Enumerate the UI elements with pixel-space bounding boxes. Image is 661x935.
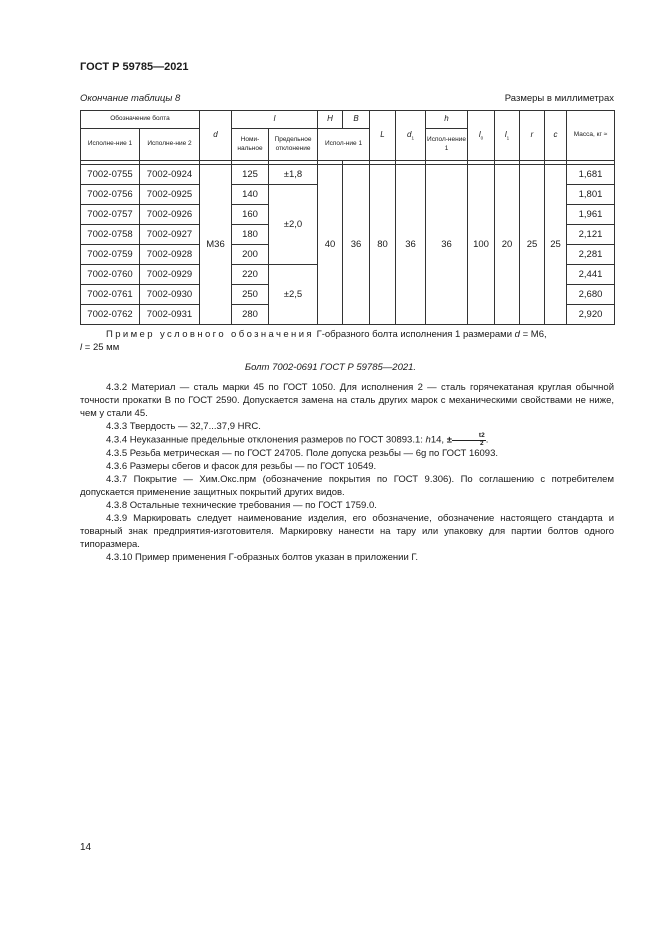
- paragraph-4-3-5: 4.3.5 Резьба метрическая — по ГОСТ 24705. Поле допуска резьбы — 6g по ГОСТ 16093.: [106, 448, 499, 459]
- col-d1: $d_1$: [396, 111, 426, 161]
- col-L: L: [370, 111, 396, 161]
- merged-deviation-3: ±2,5: [269, 265, 318, 325]
- merged-l0: 100: [468, 165, 495, 325]
- col-HB-variant: Испол-ние 1: [318, 129, 370, 161]
- merged-l1: 20: [495, 165, 520, 325]
- table-row: 7002-0755 7002-0924 M36 125 ±1,8 40 36 80 36 36 100 20 25 25 1,681: [81, 165, 615, 185]
- paragraph-4-3-7: 4.3.7 Покрытие — Хим.Окс.прм (обозначение покрытия по ГОСТ 9.306). По соглашению с потребителем допускается применение защитных покрытий других видов.: [80, 474, 614, 498]
- units-note: Размеры в миллиметрах: [504, 93, 614, 104]
- col-designation: Обозначение болта: [81, 111, 200, 129]
- col-l-deviation: Предельное отклонение: [269, 129, 318, 161]
- table-row: 7002-0762 7002-0931 280 2,920: [81, 305, 615, 325]
- requirements-section: [80, 381, 614, 564]
- merged-L: 80: [370, 165, 396, 325]
- merged-H: 40: [318, 165, 343, 325]
- col-mass: Масса, кг ≈: [567, 111, 615, 161]
- table-caption: Окончание таблицы 8: [80, 93, 181, 104]
- merged-B: 36: [343, 165, 370, 325]
- paragraph-4-3-3: 4.3.3 Твердость — 32,7...37,9 HRC.: [106, 421, 261, 432]
- table-row: 7002-0759 7002-0928 200 2,281: [81, 245, 615, 265]
- col-B: B: [343, 111, 370, 129]
- paragraph-4-3-9: 4.3.9 Маркировать следует наименование изделия, его обозначение, обозначение настоящего стандарта и товарный знак предприятия-изготовителя. Маркировку нанести на тару или упаковку для партии болтов одного типоразмера.: [80, 513, 614, 550]
- tolerance-fraction: $\frac{t2}{2}$: [452, 433, 486, 447]
- example-designation: Болт 7002-0691 ГОСТ Р 59785—2021.: [244, 362, 417, 373]
- paragraph-4-3-2: 4.3.2 Материал — сталь марки 45 по ГОСТ 1050. Для исполнения 2 — сталь горячекатаная круглая обычной точности прокатки В по ГОСТ 2590. Допускается замена на сталь других марок с механическими свойствами не ниже, чем у стали 45.: [80, 382, 614, 419]
- col-c: c: [545, 111, 567, 161]
- table-row: 7002-0758 7002-0927 180 2,121: [81, 225, 615, 245]
- col-variant-1: Исполне-ние 1: [81, 129, 140, 161]
- merged-r: 25: [520, 165, 545, 325]
- col-l-nominal: Номи-нальное: [232, 129, 269, 161]
- table-header-row-1: [81, 111, 615, 129]
- col-l: l: [232, 111, 318, 129]
- col-h: h: [426, 111, 468, 129]
- dimensions-table: [80, 110, 615, 325]
- col-l1: $l_1$: [495, 111, 520, 161]
- table-row: 7002-0757 7002-0926 160 1,961: [81, 205, 615, 225]
- merged-d: M36: [200, 165, 232, 325]
- merged-deviation-2: ±2,0: [269, 185, 318, 265]
- merged-c: 25: [545, 165, 567, 325]
- table-row: 7002-0756 7002-0925 140 ±2,0 1,801: [81, 185, 615, 205]
- col-l0: $l_0$: [468, 111, 495, 161]
- merged-deviation-1: ±1,8: [269, 165, 318, 185]
- merged-h: 36: [426, 165, 468, 325]
- paragraph-4-3-10: 4.3.10 Пример применения Г-образных болтов указан в приложении Г.: [106, 552, 419, 563]
- example-paragraph: Пример условного обозначения Г-образного болта исполнения 1 размерами d = М6, l = 25 мм: [80, 329, 547, 353]
- col-H: H: [318, 111, 343, 129]
- document-header: ГОСТ Р 59785—2021: [80, 61, 189, 73]
- col-r: r: [520, 111, 545, 161]
- col-d: d: [200, 111, 232, 161]
- table-row: 7002-0761 7002-0930 250 2,680: [81, 285, 615, 305]
- paragraph-4-3-8: 4.3.8 Остальные технические требования — по ГОСТ 1759.0.: [106, 500, 377, 511]
- example-label: Пример условного обозначения: [106, 329, 314, 340]
- col-h-variant: Испол-нение 1: [426, 129, 468, 161]
- paragraph-4-3-4: 4.3.4 Неуказанные предельные отклонения размеров по ГОСТ 30893.1: h14, ± $\frac{t2}{2}$ .: [106, 432, 489, 447]
- paragraph-4-3-6: 4.3.6 Размеры сбегов и фасок для резьбы — по ГОСТ 10549.: [106, 461, 377, 472]
- page-number: 14: [80, 842, 92, 853]
- table-row: 7002-0760 7002-0929 220 ±2,5 2,441: [81, 265, 615, 285]
- col-variant-2: Исполне-ние 2: [140, 129, 200, 161]
- merged-d1: 36: [396, 165, 426, 325]
